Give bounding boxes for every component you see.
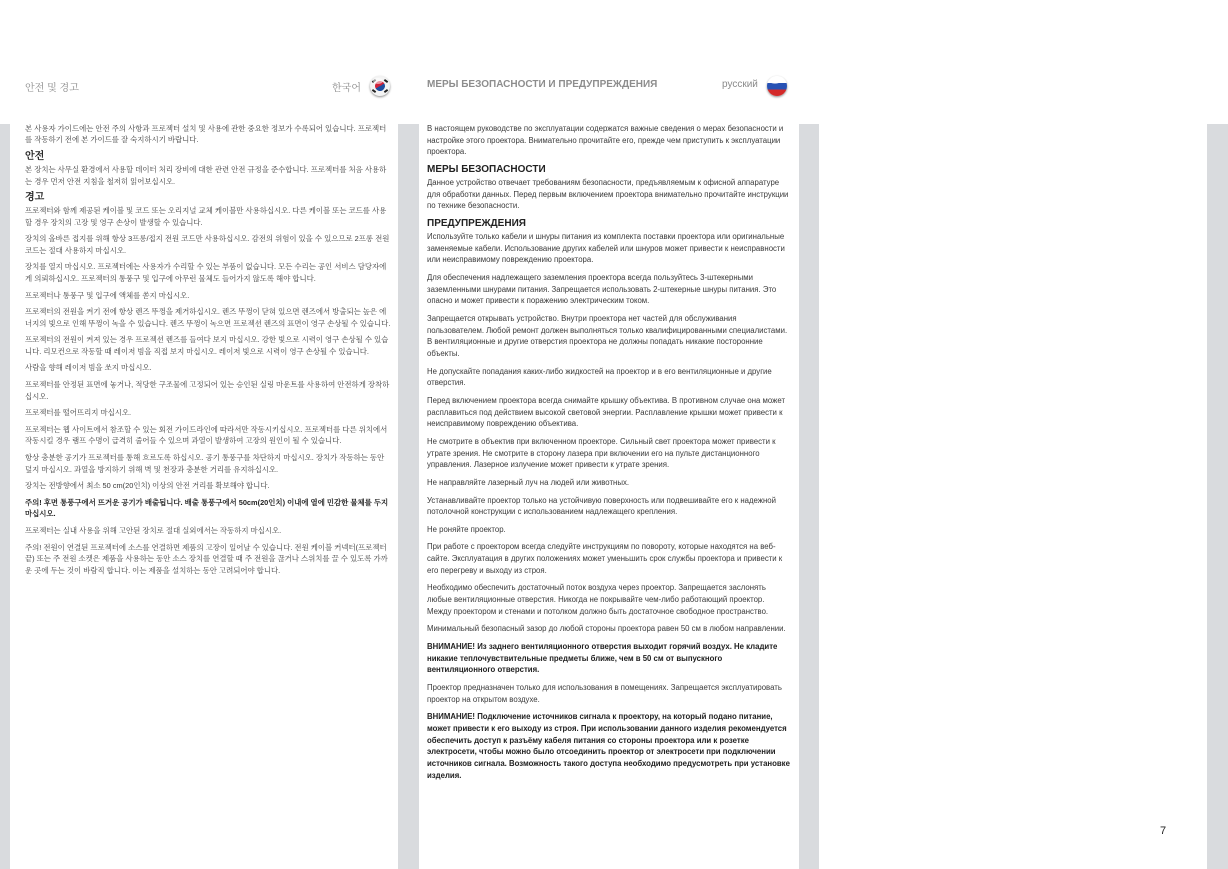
russian-warning-item: Для обеспечения надлежащего заземления проектора всегда пользуйтесь 3-штекерными заземленными шнурами питания. Запрещается использовать 2-штекерные шнуры питания. Это опасно и может привести к поражению электрическим током. (427, 273, 777, 306)
russian-warning-item: При работе с проектором всегда следуйте инструкциям по повороту, которые находятся на веб-сайте. Эксплуатация в других положениях может уменьшить срок службы проектора и привести к его перегреву и выходу из строя. (427, 542, 783, 575)
russian-caution-exhaust: ВНИМАНИЕ! Из заднего вентиляционного отверстия выходит горячий воздух. Не кладите никакие теплочувствительные предметы ближе, чем в 50 см от выпускного вентиляционного отверстия. (427, 642, 778, 675)
korean-safety-text: 본 장치는 사무실 환경에서 사용할 데이터 처리 장비에 대한 관련 안전 규정을 준수합니다. 프로젝터를 처음 사용하는 경우 먼저 안전 지침을 철저히 읽어보십시오. (25, 165, 387, 186)
korean-warnings-heading: 경고 (25, 192, 45, 204)
korean-warning-item: 장치를 열지 마십시오. 프로젝터에는 사용자가 수리할 수 있는 부품이 없습니다. 모든 수리는 공인 서비스 담당자에게 의뢰하십시오. 프로젝터의 통풍구 및 입구에 아무런 물체도 들어가지 않도록 해야 합니다. (25, 262, 387, 283)
russian-safety-heading: МЕРЫ БЕЗОПАСНОСТИ (427, 164, 546, 175)
korean-caution-power: 주의! 전원이 연결된 프로젝터에 소스를 연결하면 제품의 고장이 일어날 수 있습니다. 전원 케이블 커넥터(프로젝터 끝) 또는 주 전원 소켓은 제품을 사용하는 동안 소스 장치를 연결할 때 주 전원을 끊거나 스위치를 끌 수 있도록 가까운 곳에 두는 것이 바람직 합니다. 이는 제품을 설치하는 동안 고려되어야 합니다. (25, 542, 388, 575)
korean-warning-item: 항상 충분한 공기가 프로젝터를 통해 흐르도록 하십시오. 공기 통풍구를 차단하지 마십시오. 장치가 작동하는 동안 덮지 마십시오. 과열을 방지하기 위해 벽 및 천장과 충분한 거리를 유지하십시오. (25, 453, 385, 474)
left-margin-stripe (0, 124, 10, 869)
korean-caution-exhaust: 주의! 후면 통풍구에서 뜨거운 공기가 배출됩니다. 배출 통풍구에서 50cm(20인치) 이내에 열에 민감한 물체를 두지 마십시오. (25, 497, 389, 519)
right-margin-stripe (1207, 124, 1228, 869)
russian-safety-text: Данное устройство отвечает требованиям безопасности, предъявляемым к офисной аппаратуре для обработки данных. Перед первым включением проектора внимательно прочитайте инструкции по технике безопасности. (427, 178, 789, 211)
center-right-stripe (799, 124, 819, 869)
russian-warning-item: Не допускайте попадания каких-либо жидкостей на проектор и в его вентиляционные и другие отверстия. (427, 366, 772, 388)
korean-indoor-note: 프로젝터는 실내 사용을 위해 고안된 장치로 절대 실외에서는 작동하지 마십시오. (25, 526, 282, 536)
russian-header-title: МЕРЫ БЕЗОПАСНОСТИ И ПРЕДУПРЕЖДЕНИЯ (427, 79, 658, 90)
russian-warning-item: Перед включением проектора всегда снимайте крышку объектива. В противном случае она может расплавиться под действием высокой световой энергии. Расплавление крышки может привести к неисправимому повреждению объектива. (427, 396, 786, 429)
russian-intro: В настоящем руководстве по эксплуатации содержатся важные сведения о мерах безопасности и настройке этого проектора. Внимательно прочитайте его, прежде чем приступить к эксплуатации проектора. (427, 124, 784, 157)
korean-warning-item: 프로젝터나 통풍구 및 입구에 액체를 쏟지 마십시오. (25, 290, 190, 300)
korean-warning-item: 프로젝터와 함께 제공된 케이블 및 코드 또는 오리지널 교체 케이블만 사용하십시오. 다른 케이블 또는 코드를 사용할 경우 장치의 고장 및 영구 손상이 발생할 수 있습니다. (25, 206, 387, 227)
korean-warning-item: 프로젝터를 안정된 표면에 놓거나, 적당한 구조물에 고정되어 있는 승인된 실링 마운트를 사용하여 안전하게 장착하십시오. (25, 380, 390, 401)
russian-indoor-note: Проектор предназначен только для использования в помещениях. Запрещается эксплуатировать проектор на открытом воздухе. (427, 683, 782, 704)
russia-flag-icon (767, 76, 787, 96)
russian-caution-power: ВНИМАНИЕ! Подключение источников сигнала к проектору, на который подано питание, может привести к его выходу из строя. При использовании данного изделия рекомендуется обеспечить доступ к разъёму кабеля питания со стороны проектора или к розетке электросети, чтобы можно было отсоединить проектор от электросети при подключении источников сигнала. Возможность такого доступа необходимо предусмотреть при установке изделия. (427, 712, 790, 780)
korean-warning-item: 사람을 향해 레이저 빔을 쏘지 마십시오. (25, 363, 152, 373)
korean-warning-item: 장치의 올바른 접지를 위해 항상 3프롱/접지 전원 코드만 사용하십시오. 감전의 위험이 있을 수 있으므로 2프롱 전원 코드는 절대 사용하지 마십시오. (25, 234, 390, 255)
page-number: 7 (1160, 825, 1167, 837)
korean-language-label: 한국어 (332, 83, 361, 94)
korean-warning-item: 프로젝터의 전원을 켜기 전에 항상 렌즈 뚜껑을 제거하십시오. 렌즈 뚜껑이 닫혀 있으면 렌즈에서 방출되는 높은 에너지의 빛으로 인해 뚜껑이 녹을 수 있습니다. 렌즈 뚜껑이 녹으면 프로젝션 렌즈의 표면이 영구 손상될 수 있습니다. (25, 307, 391, 328)
russian-warning-item: Не направляйте лазерный луч на людей или животных. (427, 478, 630, 487)
russian-body (427, 123, 791, 787)
russian-warning-item: Не роняйте проектор. (427, 524, 506, 534)
korean-intro: 본 사용자 가이드에는 안전 주의 사항과 프로젝터 설치 및 사용에 관한 중요한 정보가 수록되어 있습니다. 프로젝터를 작동하기 전에 본 가이드를 잘 숙지하시기 바랍니다. (25, 124, 387, 145)
russian-warning-item: Устанавливайте проектор только на устойчивую поверхность или подвешивайте его к надежной потолочной конструкции с использованием надлежащего крепления. (427, 495, 776, 517)
russian-warning-item: Запрещается открывать устройство. Внутри проектора нет частей для обслуживания пользователем. Любой ремонт должен выполняться только квалифицированными специалистами. В вентиляционные и другие отверстия проектора не должны попадать никакие посторонние объекты. (427, 314, 788, 359)
korean-header-title: 안전 및 경고 (25, 83, 79, 94)
korea-flag-icon (370, 76, 390, 96)
korean-warning-item: 프로젝터를 떨어뜨리지 마십시오. (25, 408, 132, 418)
korean-warning-item: 프로젝터의 전원이 켜져 있는 경우 프로젝션 렌즈를 들여다 보지 마십시오. 강한 빛으로 시력이 영구 손상될 수 있습니다. 리모컨으로 작동할 때 레이저 빔을 직접 보지 마십시오. 레이저 빛으로 시력이 영구 손상될 수 있습니다. (25, 335, 389, 356)
russian-warning-item: Используйте только кабели и шнуры питания из комплекта поставки проектора или оригинальные заменяемые кабели. Использование других кабелей или шнуров может привести к неисправности или неисправимому повреждению проектора. (427, 232, 785, 265)
russian-warning-item: Минимальный безопасный зазор до любой стороны проектора равен 50 см в любом направлении. (427, 624, 786, 634)
russian-warning-item: Не смотрите в объектив при включенном проекторе. Сильный свет проектора может привести к утрате зрения. Не смотрите в сторону лазера при включении его на пульте дистанционного управления. Лазерное излучение может привести к утрате зрения. (427, 437, 776, 470)
russian-warnings-heading: ПРЕДУПРЕЖДЕНИЯ (427, 218, 526, 229)
center-divider-stripe (398, 124, 419, 869)
korean-body (25, 123, 393, 581)
russian-warning-item: Необходимо обеспечить достаточный поток воздуха через проектор. Запрещается заслонять любые вентиляционные отверстия. Никогда не покрывайте чем-либо работающий проектор. Между проектором и стенами и потолком должно быть достаточное свободное пространство. (427, 583, 769, 616)
korean-warning-item: 장치는 전방향에서 최소 50 cm(20인치) 이상의 안전 거리를 확보해야 합니다. (25, 481, 270, 491)
korean-warning-item: 프로젝터는 웹 사이트에서 참조할 수 있는 회전 가이드라인에 따라서만 작동시키십시오. 프로젝터를 다른 위치에서 작동시킬 경우 램프 수명이 급격히 줄어들 수 있으며 과열이 발생하여 고장의 원인이 될 수 있습니다. (25, 424, 388, 446)
korean-safety-heading: 안전 (25, 151, 45, 163)
russian-language-label: русский (722, 79, 758, 90)
